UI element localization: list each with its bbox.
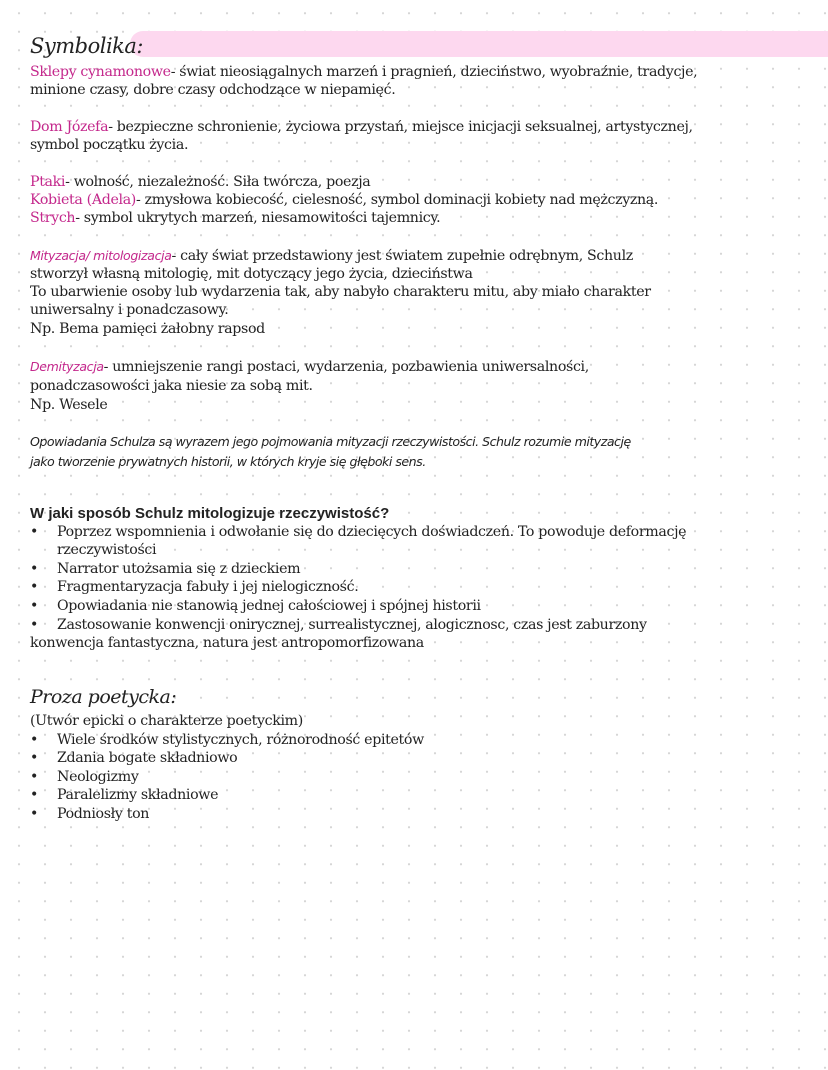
bullet-text: Podniosły ton xyxy=(57,806,150,822)
mityzacja-example: Np. Bema pamięci żałobny rapsod xyxy=(30,321,265,337)
bullet-item xyxy=(30,560,300,578)
bullet-text: Wiele środków stylistycznych, różnorodność epitetów xyxy=(57,732,424,748)
bullet-item xyxy=(30,578,358,596)
bullet-item xyxy=(30,616,647,634)
symbol-item xyxy=(30,63,697,81)
mityzacja-line: uniwersalny i ponadczasowy. xyxy=(30,302,229,318)
section-title-proza: Proza poetycka: xyxy=(30,686,177,708)
bullet-text: Zdania bogate składniowo xyxy=(57,750,238,766)
symbol-desc: - symbol ukrytych marzeń, niesamowitości tajemnicy. xyxy=(75,210,441,226)
bullet-text: Paralelizmy składniowe xyxy=(57,787,219,803)
bullet-text: Neologizmy xyxy=(57,769,139,785)
symbol-item xyxy=(30,191,658,209)
bullet-icon: • xyxy=(30,732,39,748)
title-highlight xyxy=(130,31,828,57)
bullet-cont: rzeczywistości xyxy=(57,542,157,558)
bullet-item xyxy=(30,786,218,804)
bullet-cont: konwencja fantastyczna, natura jest antropomorfizowana xyxy=(30,635,424,651)
bullet-icon: • xyxy=(30,617,39,633)
bullet-item xyxy=(30,523,686,541)
bullet-icon: • xyxy=(30,750,39,766)
symbol-term: Strych xyxy=(30,210,76,226)
mityzacja-definition xyxy=(30,247,633,265)
symbol-item xyxy=(30,118,693,136)
bullet-text: Opowiadania nie stanowią jednej całościowej i spójnej historii xyxy=(57,598,481,614)
symbol-desc: - wolność, niezależność. Siła twórcza, poezja xyxy=(65,174,371,190)
mityzacja-desc: - cały świat przedstawiony jest światem zupełnie odrębnym, Schulz xyxy=(171,248,633,264)
bullet-icon: • xyxy=(30,598,39,614)
bullet-text: Narrator utożsamia się z dzieckiem xyxy=(57,561,301,577)
bullet-item xyxy=(30,749,237,767)
symbol-desc: - bezpieczne schronienie, życiowa przystań, miejsce inicjacji seksualnej, artystycznej, xyxy=(108,119,693,135)
bullet-item xyxy=(30,731,424,749)
symbol-term: Ptaki xyxy=(30,174,66,190)
proza-subtitle: (Utwór epicki o charakterze poetyckim) xyxy=(30,713,303,729)
bullet-text: Poprzez wspomnienia i odwołanie się do dziecięcych doświadczeń. To powoduje deformację xyxy=(57,524,687,540)
mityzacja-line: stworzył własną mitologię, mit dotyczący jego życia, dzieciństwa xyxy=(30,266,473,282)
symbol-term: Dom Józefa xyxy=(30,119,109,135)
symbol-desc: - zmysłowa kobiecość, cielesność, symbol dominacji kobiety nad mężczyzną. xyxy=(136,192,659,208)
handwritten-note: jako tworzenie prywatnych historii, w których kryje się głęboki sens. xyxy=(30,454,426,469)
bullet-icon: • xyxy=(30,561,39,577)
bullet-icon: • xyxy=(30,524,39,540)
demityzacja-example: Np. Wesele xyxy=(30,397,108,413)
bullet-icon: • xyxy=(30,806,39,822)
bullet-text: Fragmentaryzacja fabuły i jej nielogiczność. xyxy=(57,579,359,595)
bullet-text: Zastosowanie konwencji onirycznej, surrealistycznej, alogicznosc, czas jest zaburzony xyxy=(57,617,647,633)
bullet-item xyxy=(30,805,149,823)
symbol-desc: - świat nieosiągalnych marzeń i pragnień, dzieciństwo, wyobraźnie, tradycje, xyxy=(170,64,698,80)
symbol-desc-cont: minione czasy, dobre czasy odchodzące w niepamięć. xyxy=(30,82,396,98)
symbol-term: Sklepy cynamonowe xyxy=(30,64,171,80)
bullet-icon: • xyxy=(30,769,39,785)
bullet-icon: • xyxy=(30,787,39,803)
demityzacja-term: Demityzacja xyxy=(30,359,104,374)
symbol-item xyxy=(30,209,440,227)
handwritten-note: Opowiadania Schulza są wyrazem jego pojmowania mityzacji rzeczywistości. Schulz rozumie mityzację xyxy=(30,434,631,449)
section-title-symbolika: Symbolika: xyxy=(30,34,144,58)
demityzacja-line: ponadczasowości jaka niesie za sobą mit. xyxy=(30,378,313,394)
demityzacja-desc: - umniejszenie rangi postaci, wydarzenia, pozbawienia uniwersalności, xyxy=(103,359,589,375)
bullet-icon: • xyxy=(30,579,39,595)
demityzacja-definition xyxy=(30,358,589,376)
question-heading: W jaki sposób Schulz mitologizuje rzeczywistość? xyxy=(30,505,390,522)
symbol-desc-cont: symbol początku życia. xyxy=(30,137,189,153)
mityzacja-line: To ubarwienie osoby lub wydarzenia tak, aby nabyło charakteru mitu, aby miało charakter xyxy=(30,284,651,300)
mityzacja-term: Mityzacja/ mitologizacja xyxy=(30,248,172,263)
symbol-term: Kobieta (Adela) xyxy=(30,192,136,208)
bullet-item xyxy=(30,768,139,786)
symbol-item xyxy=(30,173,370,191)
bullet-item xyxy=(30,597,481,615)
